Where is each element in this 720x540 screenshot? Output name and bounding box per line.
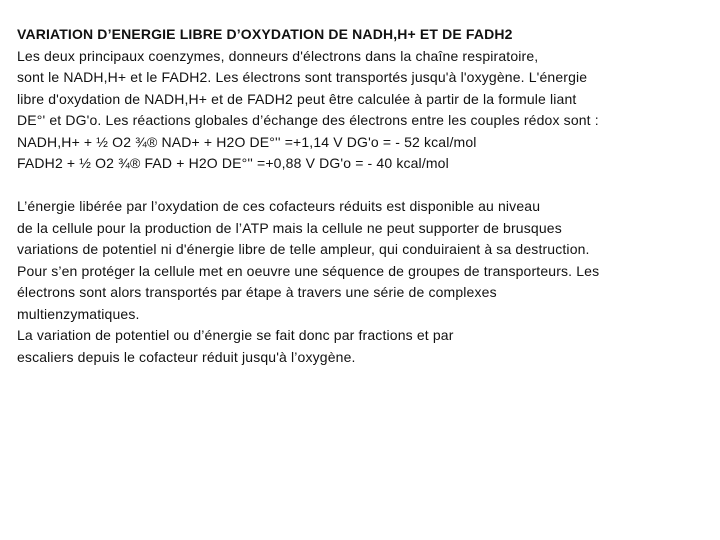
paragraph-line: électrons sont alors transportés par étape à travers une série de complexes [17,284,497,300]
paragraph-line: escaliers depuis le cofacteur réduit jusqu'à l’oxygène. [17,348,356,365]
paragraph-line: libre d'oxydation de NADH,H+ et de FADH2 peut être calculée à partir de la formule liant [17,90,577,107]
paragraph-line: sont le NADH,H+ et le FADH2. Les électrons sont transportés jusqu'à l'oxygène. L'énergie [17,69,588,85]
reaction-nadh: NADH,H+ + ½ O2 ¾® NAD+ + H2O DE°'' =+1,14 V DG'o = - 52 kcal/mol [17,133,477,150]
paragraph-line: Pour s’en protéger la cellule met en oeuvre une séquence de groupes de transporteurs. Les [17,262,600,279]
paragraph-line: La variation de potentiel ou d’énergie se fait donc par fractions et par [17,327,454,343]
text-block [17,24,713,368]
document-title: VARIATION D’ENERGIE LIBRE D’OXYDATION DE NADH,H+ ET DE FADH2 [17,26,513,42]
paragraph-line: DE°' et DG'o. Les réactions globales d’échange des électrons entre les couples rédox sont : [17,112,599,128]
reaction-fadh2: FADH2 + ½ O2 ¾® FAD + H2O DE°'' =+0,88 V DG'o = - 40 kcal/mol [17,155,449,171]
paragraph-line: de la cellule pour la production de l’ATP mais la cellule ne peut supporter de brusques [17,219,562,236]
paragraph-line: L’énergie libérée par l’oxydation de ces cofacteurs réduits est disponible au niveau [17,198,541,214]
paragraph-line: variations de potentiel ni d'énergie libre de telle ampleur, qui conduiraient à sa destruction. [17,241,590,257]
paragraph-line: multienzymatiques. [17,305,140,322]
paragraph-spacer [17,175,713,197]
paragraph-line: Les deux principaux coenzymes, donneurs d'électrons dans la chaîne respiratoire, [17,47,539,64]
